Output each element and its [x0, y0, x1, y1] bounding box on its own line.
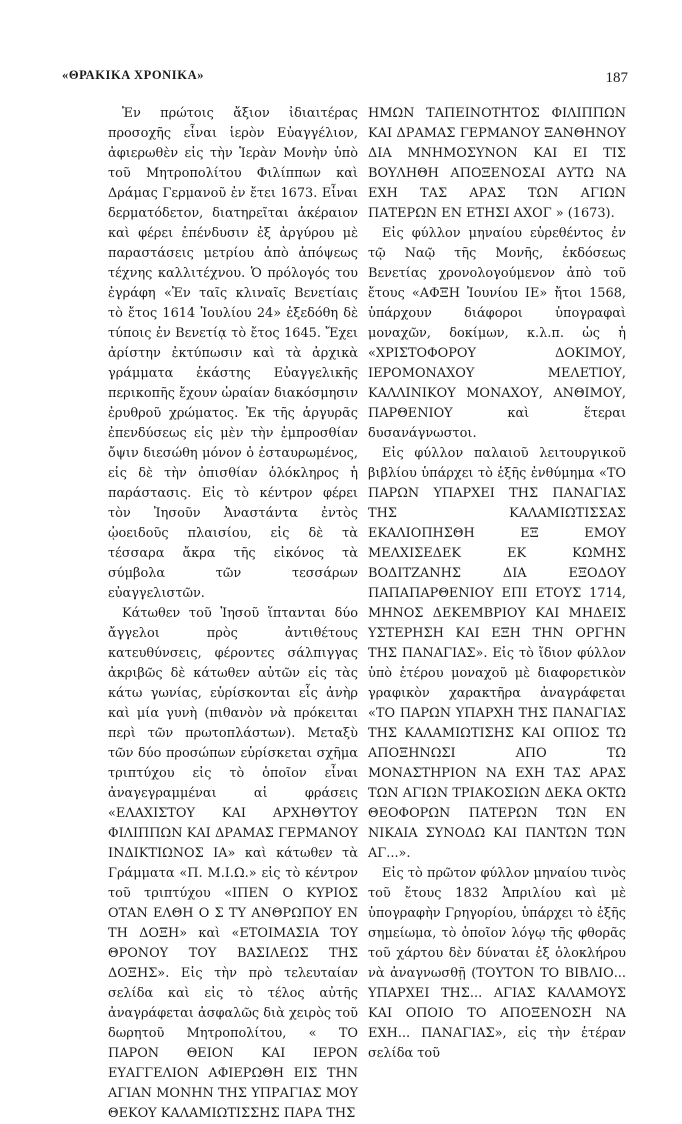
paragraph-menaion-1568: Εἰς φύλλον μηναίου εὑρεθέντος ἐν τῷ Ναῷ τῆς Μονῆς, ἐκδόσεως Βενετίας χρονολογούμενον ἀπὸ τοῦ ἔτους «ΑΦΞΗ Ἰουνίου ΙΕ» ἤτοι 1568, ὑπάρχουν διάφοροι ὑπογραφαὶ μοναχῶν, δοκίμων, κ.λ.π. ὡς ἡ «ΧΡΙΣΤΟΦΟΡΟΥ ΔΟΚΙΜΟΥ, ΙΕΡΟΜΟΝΑΧΟΥ ΜΕΛΕΤΙΟΥ, ΚΑΛΛΙΝΙΚΟΥ ΜΟΝΑΧΟΥ, ΑΝΘΙΜΟΥ, ΠΑΡΘΕΝΙΟΥ καὶ ἕτεραι δυσανάγνωστοι. [368, 226, 626, 441]
running-title: «ΘΡΑΚΙΚΑ ΧΡΟΝΙΚΑ» [62, 68, 205, 82]
left-column [108, 104, 358, 1121]
right-column [368, 104, 626, 1061]
paragraph-evangelion: Ἐν πρώτοις ἄξιον ἰδιαιτέρας προσοχῆς εἶναι ἱερὸν Εὐαγγέλιον, ἀφιερωθὲν εἰς τὴν Ἱερὰν Μονὴν ὑπὸ τοῦ Μητροπολίτου Φιλίππων καὶ Δράμας Γερμανοῦ ἐν ἔτει 1673. Εἶναι δερματόδετον, διατηρεῖται ἀκέραιον καὶ φέρει ἐπένδυσιν ἐξ ἀργύρου μὲ παραστάσεις μετρίου ἀπὸ ἀπόψεως τέχνης καλλιτέχνου. Ὁ πρόλογός του ἐγράφη «Ἐν ταῖς κλιναῖς Βενετίαις τὸ ἔτος 1614 Ἰουλίου 24» ἐξεδόθη δὲ τύποις ἐν Βενετίᾳ τὸ ἔτος 1645. Ἔχει ἀρίστην ἐκτύπωσιν καὶ τὰ ἀρχικὰ γράμματα ἑκάστης Εὐαγγελικῆς περικοπῆς ἔχουν ὡραίαν διακόσμησιν ἐρυθροῦ χρώματος. Ἐκ τῆς ἀργυρᾶς ἐπενδύσεως εἰς μὲν τὴν ἐμπροσθίαν ὄψιν διεσώθη μόνον ὁ ἐσταυρωμένος, εἰς δὲ τὴν ὀπισθίαν ὁλόκληρος ἡ παράστασις. Εἰς τὸ κέντρον φέρει τὸν Ἰησοῦν Ἀναστάντα ἐντὸς ᾠοειδοῦς πλαισίου, εἰς δὲ τὰ τέσσαρα ἄκρα τῆς εἰκόνος τὰ σύμβολα τῶν τεσσάρων εὐαγγελιστῶν. [108, 106, 358, 601]
page-number: 187 [605, 70, 628, 86]
paragraph-liturgical-book: Εἰς φύλλον παλαιοῦ λειτουργικοῦ βιβλίου ὑπάρχει τὸ ἑξῆς ἐνθύμημα «ΤΟ ΠΑΡΩΝ ΥΠΑΡΧΕΙ ΤΗΣ ΠΑΝΑΓΙΑΣ ΤΗΣ ΚΑΛΑΜΙΩΤΙΣΣΑΣ ΕΚΑΛΙΟΠΗΣΘΗ ΕΞ ΕΜΟΥ ΜΕΛΧΙΣΕΔΕΚ ΕΚ ΚΩΜΗΣ ΒΟΔΙΤΖΑΝΗΣ ΔΙΑ ΕΞΟΔΟΥ ΠΑΠΑΠΑΡΘΕΝΙΟΥ ΕΠΙ ΕΤΟΥΣ 1714, ΜΗΝΟΣ ΔΕΚΕΜΒΡΙΟΥ ΚΑΙ ΜΗΔΕΙΣ ΥΣΤΕΡΗΣΗ ΚΑΙ ΕΞΗ ΤΗΝ ΟΡΓΗΝ ΤΗΣ ΠΑΝΑΓΙΑΣ». Εἰς τὸ ἴδιον φύλλον ὑπὸ ἑτέρου μοναχοῦ μὲ διαφορετικὸν γραφικὸν χαρακτῆρα ἀναγράφεται «ΤΟ ΠΑΡΩΝ ΥΠΑΡΧΗ ΤΗΣ ΠΑΝΑΓΙΑΣ ΤΗΣ ΚΑΛΑΜΙΩΤΙΣΗΣ ΚΑΙ ΟΠΙΟΣ ΤΩ ΑΠΟΞΗΝΩΣΙ ΑΠΟ ΤΩ ΜΟΝΑΣΤΗΡΙΟΝ ΝΑ ΕΧΗ ΤΑΣ ΑΡΑΣ ΤΩΝ ΑΓΙΩΝ ΤΡΙΑΚΟΣΙΩΝ ΔΕΚΑ ΟΚΤΩ ΘΕΟΦΟΡΩΝ ΠΑΤΕΡΩΝ ΤΩΝ ΕΝ ΝΙΚΑΙΑ ΣΥΝΟΔΩ ΚΑΙ ΠΑΝΤΩΝ ΤΩΝ ΑΓ...». [368, 446, 626, 861]
paragraph-triptych: Κάτωθεν τοῦ Ἰησοῦ ἵπτανται δύο ἄγγελοι πρὸς ἀντιθέτους κατευθύνσεις, φέροντες σάλπιγγας ἀκριβῶς δὲ κάτωθεν αὐτῶν εἰς τὰς κάτω γωνίας, εὑρίσκονται εἷς ἀνὴρ καὶ μία γυνὴ (πιθανὸν νὰ πρόκειται περὶ τῶν πρωτοπλάστων). Μεταξὺ τῶν δύο προσώπων εὑρίσκεται σχῆμα τριπτύχου εἰς τὸ ὁποῖον εἶναι ἀναγεγραμμέναι αἱ φράσεις «ΕΛΑΧΙΣΤΟΥ ΚΑΙ ΑΡΧΗΘΥΤΟΥ ΦΙΛΙΠΠΩΝ ΚΑΙ ΔΡΑΜΑΣ ΓΕΡΜΑΝΟΥ ΙΝΔΙΚΤΙΩΝΟΣ ΙΑ» καὶ κάτωθεν τὰ Γράμματα «Π. Μ.Ι.Ω.» εἰς τὸ κέντρον τοῦ τριπτύχου «ΙΠΕΝ Ο ΚΥΡΙΟΣ ΟΤΑΝ ΕΛΘΗ Ο Σ ΤΥ ΑΝΘΡΩΠΟΥ ΕΝ ΤΗ ΔΟΞΗ» καὶ «ΕΤΟΙΜΑΣΙΑ ΤΟΥ ΘΡΟΝΟΥ ΤΟΥ ΒΑΣΙΛΕΩΣ ΤΗΣ ΔΟΞΗΣ». Εἰς τὴν πρὸ τελευταίαν σελίδα καὶ εἰς τὸ τέλος αὐτῆς ἀναγράφεται ἀσφαλῶς διὰ χειρὸς τοῦ δωρητοῦ Μητροπολίτου, « ΤΟ ΠΑΡΟΝ ΘΕΙΟΝ ΚΑΙ ΙΕΡΟΝ ΕΥΑΓΓΕΛΙΟΝ ΑΦΙΕΡΩΘΗ ΕΙΣ ΤΗΝ ΑΓΙΑΝ ΜΟΝΗΝ ΤΗΣ ΥΠΡΑΓΙΑΣ ΜΟΥ ΘΕΚΟΥ ΚΑΛΑΜΙΩΤΙΣΣΗΣ ΠΑΡΑ ΤΗΣ [108, 606, 358, 1121]
paragraph-menaion-1832: Εἰς τὸ πρῶτον φύλλον μηναίου τινὸς τοῦ ἔτους 1832 Ἀπριλίου καὶ μὲ ὑπογραφὴν Γρηγορίου, ὑπάρχει τὸ ἑξῆς σημείωμα, τὸ ὁποῖον λόγῳ τῆς φθορᾶς τοῦ χάρτου δὲν δύναται ἐξ ὁλοκλήρου νὰ ἀναγνωσθῇ (ΤΟΥΤΟΝ ΤΟ ΒΙΒΛΙΟ... ΥΠΑΡΧΕΙ ΤΗΣ... ΑΓΙΑΣ ΚΑΛΑΜΟΥΣ ΚΑΙ ΟΠΟΙΟ ΤΟ ΑΠΟΞΕΝΟΣΗ ΝΑ ΕΧΗ... ΠΑΝΑΓΙΑΣ», εἰς τὴν ἑτέραν σελίδα τοῦ [368, 866, 626, 1061]
paragraph-continuation: ΗΜΩΝ ΤΑΠΕΙΝΟΤΗΤΟΣ ΦΙΛΙΠΠΩΝ ΚΑΙ ΔΡΑΜΑΣ ΓΕΡΜΑΝΟΥ ΞΑΝΘΗΝΟΥ ΔΙΑ ΜΝΗΜΟΣΥΝΟΝ ΚΑΙ ΕΙ ΤΙΣ ΒΟΥΛΗΘΗ ΑΠΟΞΕΝΟΣΑΙ ΑΥΤΩ ΝΑ ΕΧΗ ΤΑΣ ΑΡΑΣ ΤΩΝ ΑΓΙΩΝ ΠΑΤΕΡΩΝ ΕΝ ΕΤΗΣΙ ΑΧΟΓ » (1673). [368, 106, 626, 221]
